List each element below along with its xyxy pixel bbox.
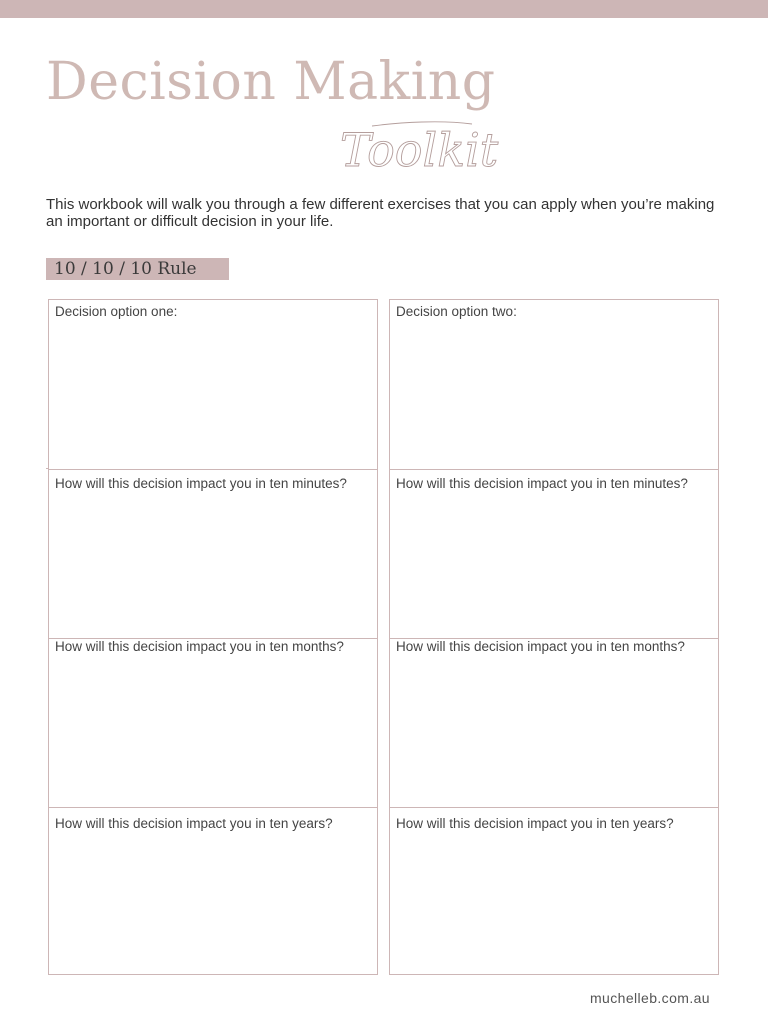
ten-years-field-one[interactable] bbox=[49, 807, 377, 974]
decision-option-one-field[interactable] bbox=[49, 300, 377, 469]
decision-option-two-field[interactable] bbox=[390, 300, 718, 469]
decision-option-one-column bbox=[48, 299, 378, 975]
ten-months-field-two[interactable] bbox=[390, 638, 718, 807]
intro-paragraph: This workbook will walk you through a few different exercises that you can apply when you’re making an important or difficult decision in your life. bbox=[46, 196, 715, 230]
field-label: How will this decision impact you in ten minutes? bbox=[396, 476, 688, 491]
field-label: How will this decision impact you in ten months? bbox=[55, 639, 344, 654]
field-label: Decision option one: bbox=[55, 304, 178, 319]
script-subtitle bbox=[332, 108, 499, 188]
ten-minutes-field-one[interactable] bbox=[49, 469, 377, 638]
ten-minutes-field-two[interactable] bbox=[390, 469, 718, 638]
field-label: Decision option two: bbox=[396, 304, 517, 319]
section-heading: 10 / 10 / 10 Rule bbox=[46, 258, 229, 280]
ten-years-field-two[interactable] bbox=[390, 807, 718, 974]
footer-url: muchelleb.com.au bbox=[589, 990, 710, 1006]
page-title: Decision Making bbox=[46, 52, 496, 112]
field-label: How will this decision impact you in ten minutes? bbox=[55, 476, 347, 491]
script-subtitle-text: Toolkit bbox=[340, 123, 499, 177]
script-subtitle-graphic bbox=[332, 108, 499, 188]
field-label: How will this decision impact you in ten months? bbox=[396, 639, 685, 654]
decision-option-two-column bbox=[389, 299, 719, 975]
field-label: How will this decision impact you in ten years? bbox=[55, 816, 333, 831]
top-accent-bar bbox=[0, 0, 768, 18]
ten-months-field-one[interactable] bbox=[49, 638, 377, 807]
field-label: How will this decision impact you in ten years? bbox=[396, 816, 674, 831]
